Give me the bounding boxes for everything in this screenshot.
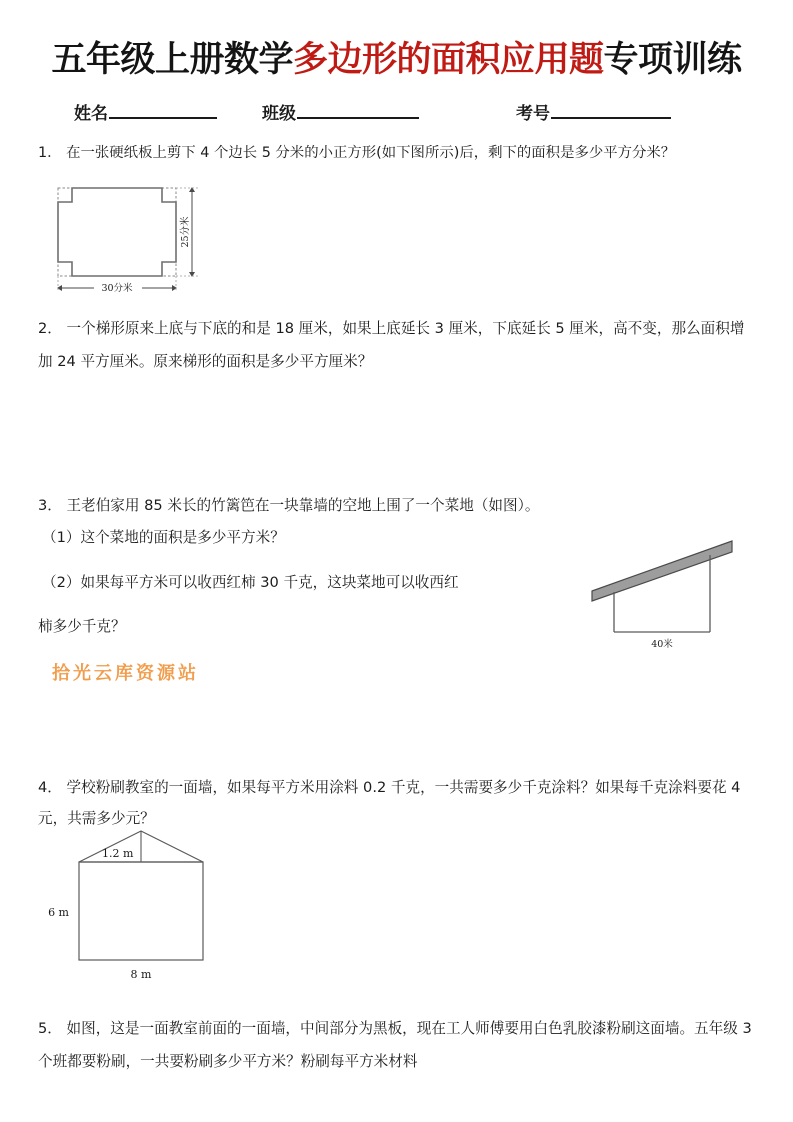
figure4-height-label: 6 m [48,906,69,919]
figure1-width-label: 30分米 [101,283,133,294]
class-write-line[interactable] [297,116,419,119]
problem-4-text: 4． 学校粉刷教室的一面墙，如果每平方米用涂料 0.2 千克，一共需要多少千克涂料？如果每千克涂料要花 4 元，共需多少元？ [38,779,741,827]
wall-rectangle [79,862,203,960]
problem-3-figure [586,528,766,653]
title-segment-black-1: 五年级上册数学 [51,39,293,80]
title-segment-black-2: 专项训练 [603,39,742,80]
problem-3-part-c: 柿多少千克？ [38,618,126,635]
page-title [0,38,793,82]
exam-number-field-group [516,99,671,124]
problem-2-text: 2． 一个梯形原来上底与下底的和是 18 厘米，如果上底延长 3 厘米，下底延长 5 厘米，高不变，那么面积增加 24 平方厘米。原来梯形的面积是多少平方厘米？ [38,320,745,370]
problem-3-part-b: （2）如果每平方米可以收西红柿 30 千克，这块菜地可以收西红 [42,574,459,591]
cut-corner-shape [58,188,176,276]
problem-4-figure [36,826,246,1006]
problem-1-text: 1． 在一张硬纸板上剪下 4 个边长 5 分米的小正方形(如下图所示)后，剩下的面积是多少平方分米？ [38,145,676,161]
figure4-roof-label: 1.2 m [102,847,134,860]
name-label: 姓名 [74,104,108,124]
wall-bar [592,541,732,601]
figure1-height-label: 25分米 [180,216,191,248]
original-rectangle-outline [58,188,176,276]
problem-5-text: 5． 如图，这是一面教室前面的一面墙，中间部分为黑板，现在工人师傅要用白色乳胶漆粉刷这面墙。五年级 3 个班都要粉刷，一共要粉刷多少平方米？粉刷每平方米材料 [38,1020,752,1070]
identity-line [0,96,793,126]
name-field-group [74,99,217,124]
figure3-base-label: 40米 [651,639,673,650]
title-segment-red: 多边形的面积应用题 [292,39,604,80]
name-write-line[interactable] [109,116,217,119]
figure4-base-label: 8 m [130,968,152,981]
exam-number-write-line[interactable] [551,116,671,119]
watermark-text: 拾光云库资源站 [52,663,199,684]
problem-3-stem: 3． 王老伯家用 85 米长的竹篱笆在一块靠墙的空地上围了一个菜地（如图）。 [38,497,540,514]
problem-1-figure [46,184,226,294]
class-label: 班级 [262,104,296,124]
class-field-group [262,99,419,124]
problem-3-part-a: （1）这个菜地的面积是多少平方米？ [42,529,285,546]
exam-number-label: 考号 [516,104,550,124]
